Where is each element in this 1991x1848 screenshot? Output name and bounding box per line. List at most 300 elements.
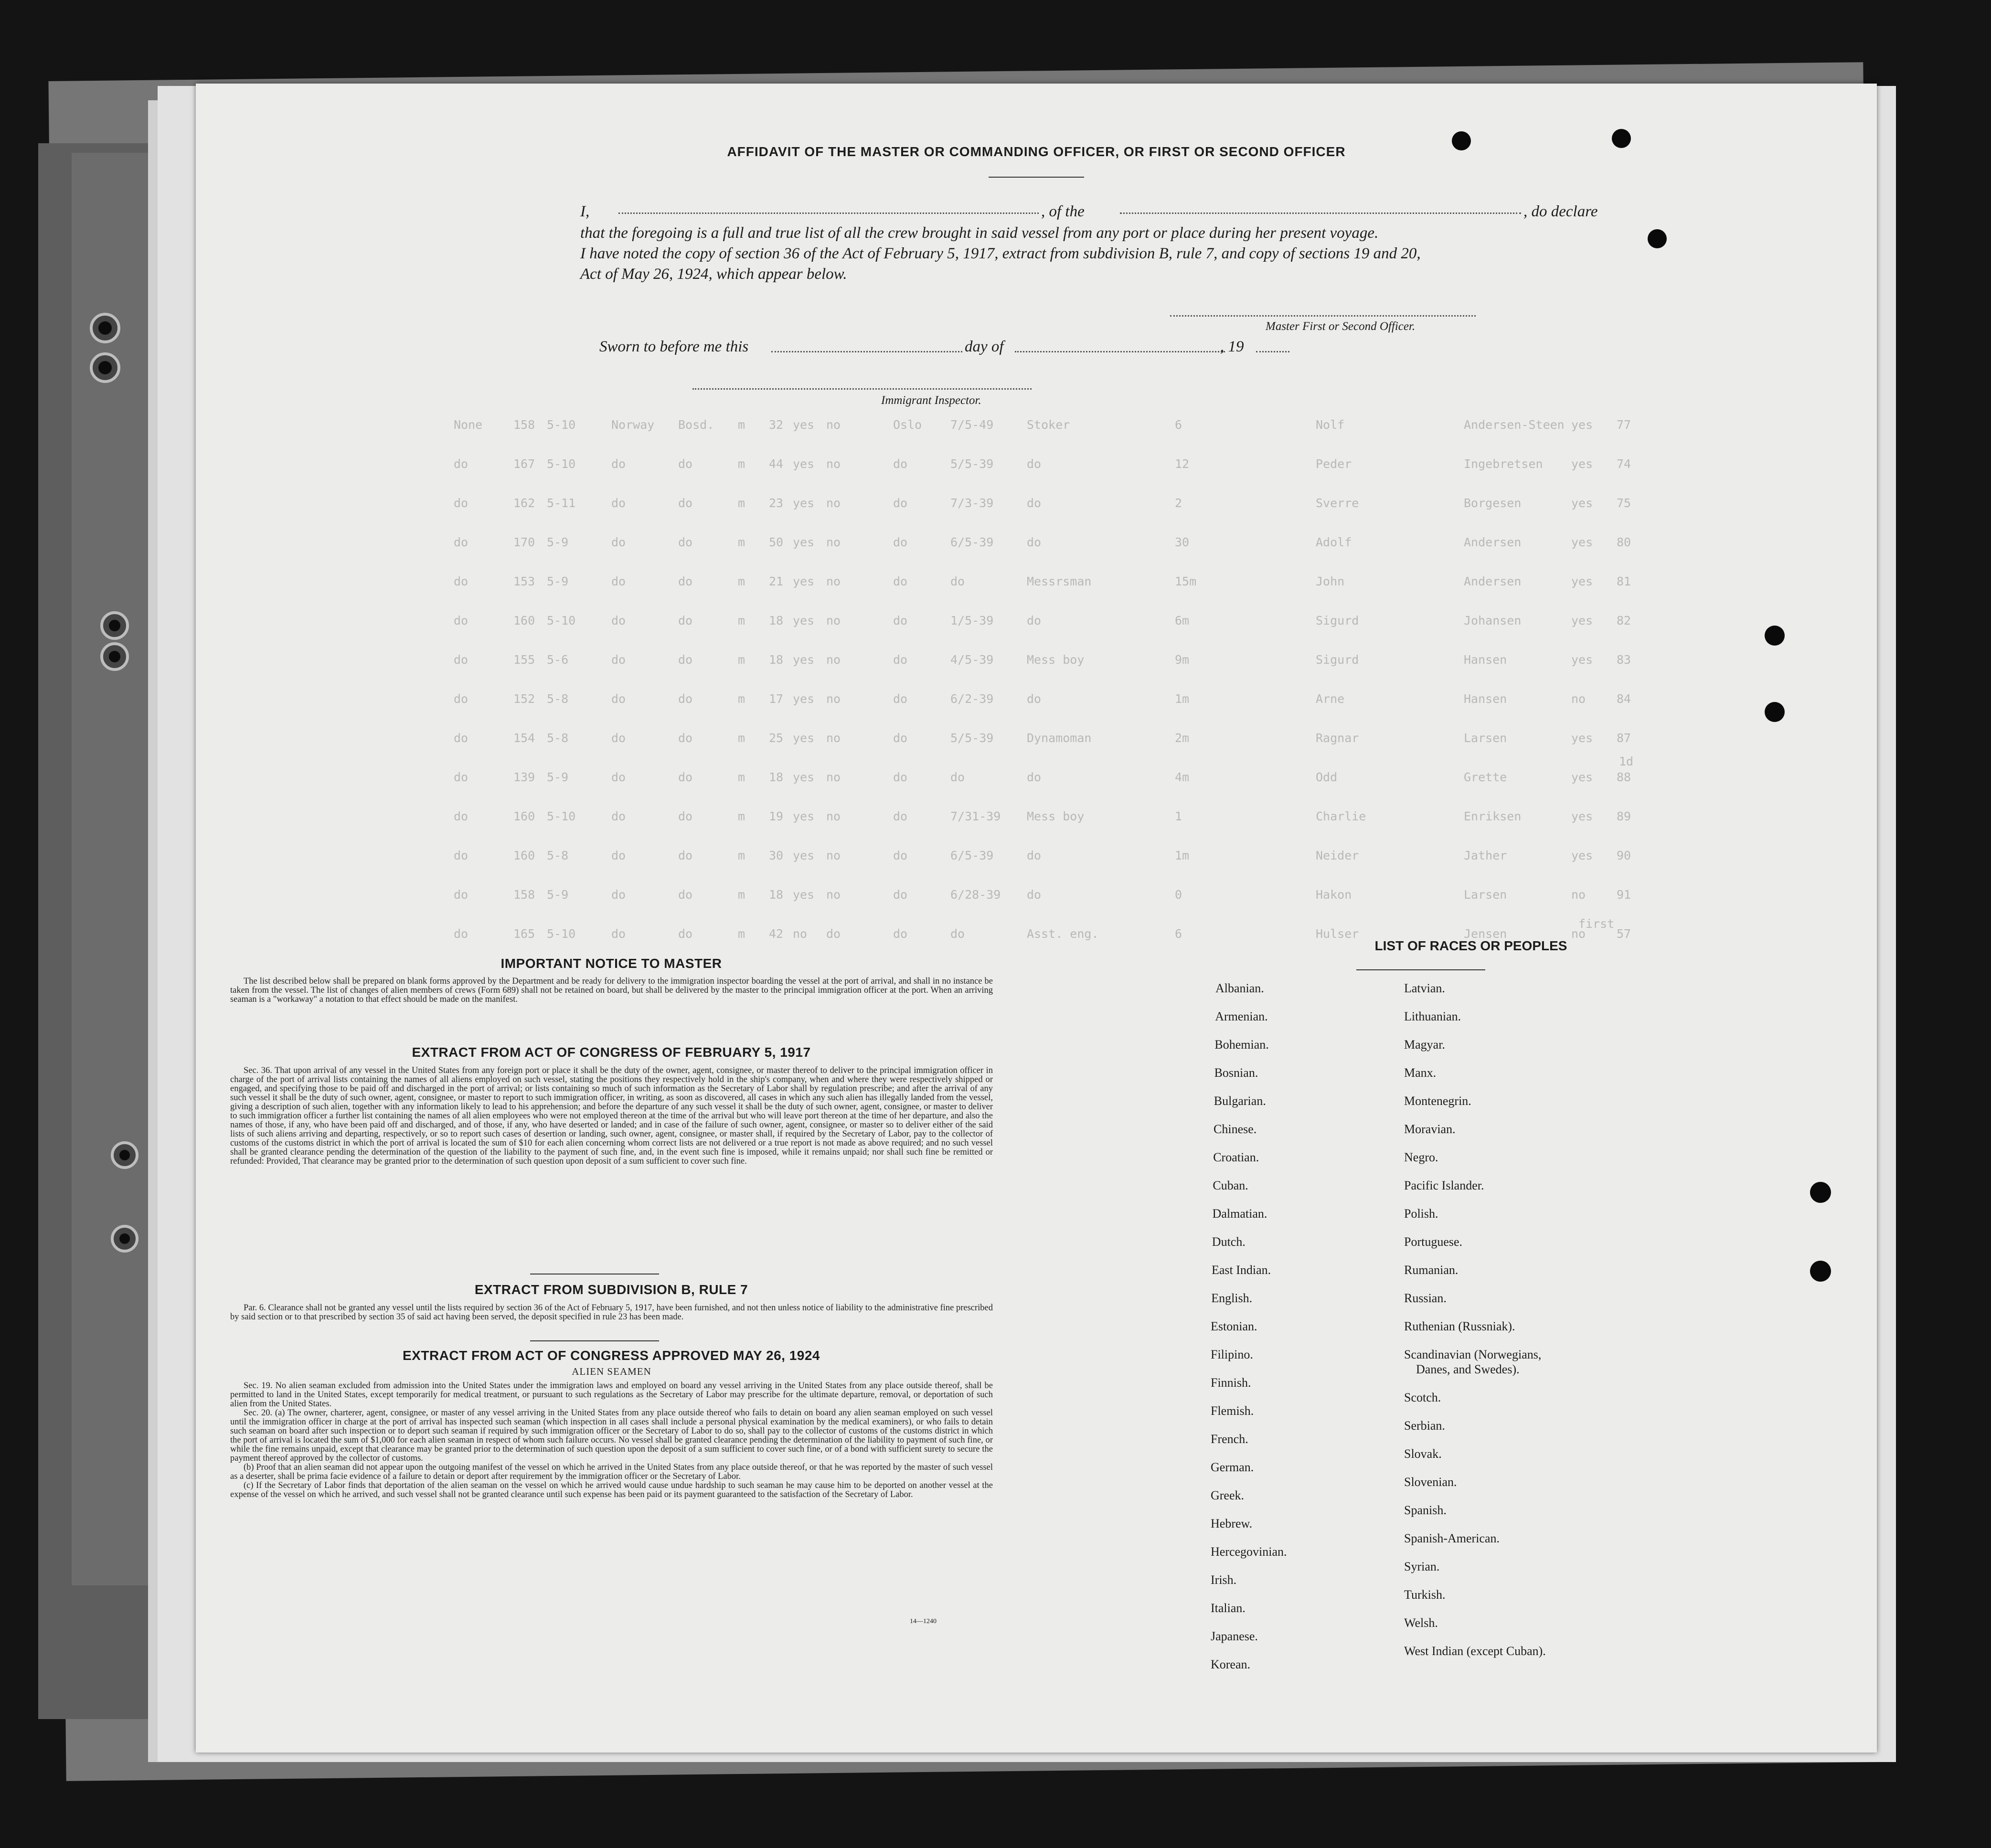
crew-cell-no: 84 bbox=[1617, 692, 1631, 706]
crew-cell-height: 5-8 bbox=[547, 731, 569, 745]
race-item: German. bbox=[1211, 1460, 1254, 1474]
crew-cell-port: do bbox=[893, 457, 908, 471]
crew-cell-weight: 167 bbox=[513, 457, 535, 471]
crew-cell-no: 75 bbox=[1617, 496, 1631, 510]
crew-cell-yes: yes bbox=[1571, 496, 1593, 510]
crew-cell-age: 30 bbox=[769, 849, 784, 862]
crew-cell-mark: do bbox=[678, 535, 693, 549]
crew-cell-yes: no bbox=[1571, 927, 1586, 941]
crew-cell-sex: m bbox=[738, 574, 745, 588]
binder-ring-icon bbox=[100, 611, 129, 640]
crew-cell-marks: do bbox=[454, 457, 468, 471]
race-item: Flemish. bbox=[1211, 1404, 1254, 1418]
crew-cell-yes: no bbox=[1571, 888, 1586, 902]
crew-cell-given: Neider bbox=[1316, 849, 1359, 862]
crew-cell-sex: m bbox=[738, 809, 745, 823]
crew-cell-position: do bbox=[1027, 614, 1042, 627]
crew-cell-height: 5-6 bbox=[547, 653, 569, 667]
crew-cell-position: Mess boy bbox=[1027, 809, 1085, 823]
race-item: Danes, and Swedes). bbox=[1416, 1362, 1520, 1376]
crew-cell-marks: do bbox=[454, 574, 468, 588]
race-item: Ruthenian (Russniak). bbox=[1404, 1319, 1515, 1333]
crew-cell-surname: Borgesen bbox=[1464, 496, 1522, 510]
race-item: Hercegovinian. bbox=[1211, 1545, 1287, 1559]
crew-cell-weight: 160 bbox=[513, 614, 535, 627]
crew-cell-date: 7/3-39 bbox=[950, 496, 994, 510]
vessel-field[interactable] bbox=[1120, 212, 1521, 214]
crew-cell-years: 2 bbox=[1175, 496, 1182, 510]
affidavit-line-4: Act of May 26, 1924, which appear below. bbox=[580, 266, 847, 283]
crew-cell-weight: 153 bbox=[513, 574, 535, 588]
crew-cell-b: yes bbox=[793, 888, 815, 902]
crew-cell-mark: do bbox=[678, 574, 693, 588]
notice-text bbox=[230, 977, 993, 1004]
crew-cell-no: 87 bbox=[1617, 731, 1631, 745]
crew-cell-age: 21 bbox=[769, 574, 784, 588]
crew-cell-weight: 155 bbox=[513, 653, 535, 667]
crew-cell-sex: m bbox=[738, 888, 745, 902]
race-item: Estonian. bbox=[1211, 1319, 1257, 1333]
crew-mark-text: 1d bbox=[1619, 754, 1634, 768]
crew-cell-date: 5/5-39 bbox=[950, 731, 994, 745]
crew-cell-given: Peder bbox=[1316, 457, 1352, 471]
crew-cell-marks: None bbox=[454, 418, 483, 432]
extract-rule7-title: EXTRACT FROM SUBDIVISION B, RULE 7 bbox=[474, 1282, 748, 1297]
crew-cell-years: 30 bbox=[1175, 535, 1190, 549]
crew-cell-surname: Grette bbox=[1464, 770, 1507, 784]
affidavit-do-declare: , do declare bbox=[1523, 203, 1598, 220]
crew-cell-marks: do bbox=[454, 535, 468, 549]
race-item: Magyar. bbox=[1404, 1038, 1445, 1051]
race-item: Bohemian. bbox=[1214, 1038, 1269, 1051]
crew-cell-nation: do bbox=[611, 614, 626, 627]
crew-cell-no: 91 bbox=[1617, 888, 1631, 902]
race-item: Slovenian. bbox=[1404, 1475, 1457, 1489]
divider bbox=[1356, 969, 1485, 970]
crew-cell-date: 7/31-39 bbox=[950, 809, 1001, 823]
crew-cell-position: Dynamoman bbox=[1027, 731, 1092, 745]
crew-cell-nation: do bbox=[611, 457, 626, 471]
crew-cell-port: Oslo bbox=[893, 418, 922, 432]
sworn-year-field[interactable] bbox=[1256, 351, 1289, 352]
crew-cell-port: do bbox=[893, 614, 908, 627]
binder-ring-icon bbox=[90, 352, 120, 383]
crew-cell-sex: m bbox=[738, 692, 745, 706]
race-item: Polish. bbox=[1404, 1207, 1438, 1221]
race-item: Bulgarian. bbox=[1214, 1094, 1266, 1108]
punch-hole-icon bbox=[1810, 1261, 1831, 1282]
sworn-month-field[interactable] bbox=[1015, 351, 1225, 352]
crew-cell-yes: yes bbox=[1571, 809, 1593, 823]
race-item: Dutch. bbox=[1212, 1235, 1246, 1249]
crew-cell-nation: do bbox=[611, 574, 626, 588]
crew-cell-position: Mess boy bbox=[1027, 653, 1085, 667]
crew-cell-surname: Andersen-Steen bbox=[1464, 418, 1565, 432]
crew-cell-marks: do bbox=[454, 770, 468, 784]
crew-cell-a: no bbox=[826, 770, 841, 784]
crew-cell-position: do bbox=[1027, 849, 1042, 862]
crew-cell-date: 1/5-39 bbox=[950, 614, 994, 627]
race-item: Scotch. bbox=[1404, 1391, 1441, 1404]
crew-cell-nation: do bbox=[611, 888, 626, 902]
crew-cell-years: 1m bbox=[1175, 849, 1190, 862]
crew-cell-age: 42 bbox=[769, 927, 784, 941]
crew-mark-text: first bbox=[1578, 917, 1615, 931]
sworn-day-field[interactable] bbox=[771, 351, 962, 352]
affidavit-of-the: , of the bbox=[1041, 203, 1085, 220]
master-signature-field[interactable] bbox=[1170, 315, 1476, 317]
race-item: Welsh. bbox=[1404, 1616, 1438, 1630]
crew-cell-height: 5-8 bbox=[547, 849, 569, 862]
crew-cell-b: yes bbox=[793, 809, 815, 823]
crew-cell-given: Sverre bbox=[1316, 496, 1359, 510]
crew-cell-height: 5-10 bbox=[547, 457, 576, 471]
crew-cell-date: 4/5-39 bbox=[950, 653, 994, 667]
crew-cell-b: yes bbox=[793, 770, 815, 784]
crew-cell-surname: Larsen bbox=[1464, 731, 1507, 745]
crew-cell-marks: do bbox=[454, 653, 468, 667]
crew-cell-given: Arne bbox=[1316, 692, 1345, 706]
notice-paragraph: The list described below shall be prepared on blank forms approved by the Department and be ready for delivery to the immigration inspector boarding the vessel at the port of arrival, and shall in no instance be taken from the vessel. The list of changes of alien members of crews (Form 689) shall not be retained on board, but shall be delivered by the master to the principal immigration officer at the port. When an arriving seaman is a "workaway" a notation to that effect should be made on the manifest. bbox=[230, 977, 993, 1004]
crew-cell-no: 89 bbox=[1617, 809, 1631, 823]
crew-cell-sex: m bbox=[738, 770, 745, 784]
crew-cell-height: 5-9 bbox=[547, 770, 569, 784]
race-item: Spanish. bbox=[1404, 1503, 1447, 1517]
crew-cell-no: 80 bbox=[1617, 535, 1631, 549]
race-item: Irish. bbox=[1211, 1573, 1237, 1587]
crew-cell-date: do bbox=[950, 927, 965, 941]
crew-cell-port: do bbox=[893, 809, 908, 823]
crew-cell-sex: m bbox=[738, 849, 745, 862]
extract-rule7-paragraph: Par. 6. Clearance shall not be granted any vessel until the lists required by section 36 of the Act of February 5, 1917, have been furnished, and not then unless notice of liability to the administrative fine prescribed by said section or to that prescribed by section 35 of said act having been served, the deposit specified in rule 23 has been made. bbox=[230, 1303, 993, 1322]
crew-cell-sex: m bbox=[738, 653, 745, 667]
crew-cell-b: yes bbox=[793, 731, 815, 745]
crew-cell-date: 6/28-39 bbox=[950, 888, 1001, 902]
crew-list-form-page bbox=[196, 84, 1877, 1752]
crew-cell-height: 5-11 bbox=[547, 496, 576, 510]
crew-cell-years: 4m bbox=[1175, 770, 1190, 784]
crew-cell-marks: do bbox=[454, 888, 468, 902]
crew-cell-mark: Bosd. bbox=[678, 418, 714, 432]
crew-cell-date: 5/5-39 bbox=[950, 457, 994, 471]
crew-cell-no: 77 bbox=[1617, 418, 1631, 432]
crew-cell-surname: Jather bbox=[1464, 849, 1507, 862]
crew-cell-a: no bbox=[826, 653, 841, 667]
crew-cell-position: Messrsman bbox=[1027, 574, 1092, 588]
crew-cell-a: do bbox=[826, 927, 841, 941]
crew-cell-nation: do bbox=[611, 809, 626, 823]
crew-cell-height: 5-8 bbox=[547, 692, 569, 706]
affidavit-title: AFFIDAVIT OF THE MASTER OR COMMANDING OFFICER, OR FIRST OR SECOND OFFICER bbox=[727, 144, 1346, 159]
crew-cell-b: no bbox=[793, 927, 808, 941]
crew-cell-years: 1m bbox=[1175, 692, 1190, 706]
crew-cell-age: 17 bbox=[769, 692, 784, 706]
crew-cell-given: Adolf bbox=[1316, 535, 1352, 549]
crew-cell-years: 12 bbox=[1175, 457, 1190, 471]
extract-1917-text bbox=[230, 1066, 993, 1166]
crew-cell-port: do bbox=[893, 574, 908, 588]
crew-cell-weight: 158 bbox=[513, 888, 535, 902]
crew-cell-sex: m bbox=[738, 418, 745, 432]
sworn-day-of: day of bbox=[965, 338, 1004, 355]
crew-cell-age: 18 bbox=[769, 653, 784, 667]
crew-cell-yes: yes bbox=[1571, 849, 1593, 862]
crew-cell-weight: 152 bbox=[513, 692, 535, 706]
crew-cell-marks: do bbox=[454, 731, 468, 745]
affidavit-line-2: that the foregoing is a full and true list of all the crew brought in said vessel from any port or place during her present voyage. bbox=[580, 224, 1379, 242]
punch-hole-icon bbox=[1810, 1182, 1831, 1203]
race-item: Japanese. bbox=[1211, 1629, 1258, 1643]
race-item: Korean. bbox=[1211, 1657, 1251, 1671]
crew-cell-position: Asst. eng. bbox=[1027, 927, 1099, 941]
crew-cell-no: 83 bbox=[1617, 653, 1631, 667]
crew-cell-mark: do bbox=[678, 809, 693, 823]
race-item: Italian. bbox=[1211, 1601, 1246, 1615]
extract-1924-text bbox=[230, 1381, 993, 1499]
crew-cell-height: 5-10 bbox=[547, 418, 576, 432]
crew-cell-port: do bbox=[893, 731, 908, 745]
crew-cell-nation: do bbox=[611, 731, 626, 745]
affidavit-line-3: I have noted the copy of section 36 of the Act of February 5, 1917, extract from subdivision B, rule 7, and copy of sections 19 and 20, bbox=[580, 245, 1421, 262]
section-20b-paragraph: (b) Proof that an alien seaman did not appear upon the outgoing manifest of the vessel on which he arrived in the United States from any place outside thereof, or that he was reported by the master of such vessel as a deserter, shall be prima facie evidence of a failure to detain or deport after requirement by the immigration officer or the Secretary of Labor. bbox=[230, 1463, 993, 1481]
race-item: Pacific Islander. bbox=[1404, 1179, 1484, 1192]
crew-cell-weight: 160 bbox=[513, 809, 535, 823]
binder-ring-icon bbox=[111, 1141, 138, 1169]
crew-cell-weight: 160 bbox=[513, 849, 535, 862]
crew-cell-years: 6 bbox=[1175, 927, 1182, 941]
race-item: Finnish. bbox=[1211, 1376, 1251, 1390]
crew-cell-no: 88 bbox=[1617, 770, 1631, 784]
crew-cell-no: 57 bbox=[1617, 927, 1631, 941]
crew-cell-mark: do bbox=[678, 770, 693, 784]
crew-cell-mark: do bbox=[678, 888, 693, 902]
crew-cell-given: Ragnar bbox=[1316, 731, 1359, 745]
crew-cell-a: no bbox=[826, 535, 841, 549]
crew-cell-b: yes bbox=[793, 614, 815, 627]
crew-list-bleedthrough bbox=[196, 418, 1877, 1029]
crew-cell-marks: do bbox=[454, 927, 468, 941]
crew-cell-given: Charlie bbox=[1316, 809, 1366, 823]
race-item: Lithuanian. bbox=[1404, 1009, 1461, 1023]
race-item: Hebrew. bbox=[1211, 1517, 1253, 1530]
crew-cell-a: no bbox=[826, 731, 841, 745]
crew-cell-position: do bbox=[1027, 457, 1042, 471]
crew-cell-weight: 158 bbox=[513, 418, 535, 432]
crew-cell-height: 5-9 bbox=[547, 574, 569, 588]
crew-cell-a: no bbox=[826, 457, 841, 471]
section-20c-paragraph: (c) If the Secretary of Labor finds that deportation of the alien seaman on the vessel on which he arrived would cause undue hardship to such seaman he may cause him to be deported on another vessel at the expense of the vessel on which he arrived, and such vessel shall not be granted clearance until such expense has been paid or its payment guaranteed to the satisfaction of the Secretary of Labor. bbox=[230, 1481, 993, 1499]
crew-cell-weight: 170 bbox=[513, 535, 535, 549]
crew-cell-surname: Johansen bbox=[1464, 614, 1522, 627]
crew-cell-yes: yes bbox=[1571, 614, 1593, 627]
race-item: Moravian. bbox=[1404, 1122, 1456, 1136]
crew-cell-mark: do bbox=[678, 731, 693, 745]
race-item: Filipino. bbox=[1211, 1348, 1253, 1361]
crew-cell-a: no bbox=[826, 888, 841, 902]
crew-cell-years: 9m bbox=[1175, 653, 1190, 667]
crew-cell-sex: m bbox=[738, 457, 745, 471]
crew-cell-nation: do bbox=[611, 496, 626, 510]
crew-cell-years: 0 bbox=[1175, 888, 1182, 902]
crew-cell-port: do bbox=[893, 849, 908, 862]
crew-cell-yes: yes bbox=[1571, 574, 1593, 588]
race-item: Rumanian. bbox=[1404, 1263, 1459, 1277]
crew-cell-given: Nolf bbox=[1316, 418, 1345, 432]
notice-title: IMPORTANT NOTICE TO MASTER bbox=[500, 956, 722, 971]
race-item: Greek. bbox=[1211, 1488, 1245, 1502]
crew-cell-years: 6 bbox=[1175, 418, 1182, 432]
section-20a-paragraph: Sec. 20. (a) The owner, charterer, agent, consignee, or master of any vessel arriving in the United States from any place outside thereof who fails to detain on board any alien seaman employed on such vessel until the immigration officer in charge at the port of arrival has inspected such seaman (which inspection in all cases shall include a personal physical examination by the medical examiners), or who fails to detain such seaman on board after such inspection or to deport such seaman if required by such immigration officer or the Secretary of Labor to do so, shall pay to the collector of customs of the customs district in which the port of arrival is located the sum of $1,000 for each alien seaman in respect of whom such failure occurs. No vessel shall be granted clearance pending the determination of the liability to payment of such fine, or while the fine remains unpaid, except that clearance may be granted prior to the determination of such question upon the deposit of a sum sufficient to cover such fine, or of a bond with sufficient surety to secure the payment thereof approved by the collector of customs. bbox=[230, 1408, 993, 1463]
crew-cell-given: Sigurd bbox=[1316, 653, 1359, 667]
form-number: 14—1240 bbox=[910, 1618, 937, 1625]
name-field[interactable] bbox=[618, 212, 1039, 214]
punch-hole-icon bbox=[1648, 229, 1667, 248]
crew-cell-years: 15m bbox=[1175, 574, 1197, 588]
race-item: Armenian. bbox=[1215, 1009, 1268, 1023]
crew-cell-surname: Enriksen bbox=[1464, 809, 1522, 823]
crew-cell-b: yes bbox=[793, 653, 815, 667]
crew-cell-surname: Andersen bbox=[1464, 574, 1522, 588]
crew-cell-weight: 165 bbox=[513, 927, 535, 941]
race-item: English. bbox=[1211, 1291, 1253, 1305]
crew-cell-years: 6m bbox=[1175, 614, 1190, 627]
extract-1917-title: EXTRACT FROM ACT OF CONGRESS OF FEBRUARY 5, 1917 bbox=[412, 1045, 811, 1060]
crew-cell-no: 82 bbox=[1617, 614, 1631, 627]
inspector-signature-field[interactable] bbox=[692, 388, 1032, 390]
race-item: Serbian. bbox=[1404, 1419, 1445, 1433]
crew-cell-given: Hulser bbox=[1316, 927, 1359, 941]
section-19-paragraph: Sec. 19. No alien seaman excluded from admission into the United States under the immigration laws and employed on board any vessel arriving in the United States from any place outside thereof, shall be permitted to land in the United States, except temporarily for medical treatment, or pursuant to such regulations as the Secretary of Labor may prescribe for the ultimate departure, removal, or deportation of such alien from the United States. bbox=[230, 1381, 993, 1409]
crew-cell-age: 44 bbox=[769, 457, 784, 471]
crew-cell-b: yes bbox=[793, 574, 815, 588]
crew-cell-port: do bbox=[893, 692, 908, 706]
crew-cell-nation: do bbox=[611, 849, 626, 862]
crew-cell-position: Stoker bbox=[1027, 418, 1070, 432]
crew-cell-a: no bbox=[826, 809, 841, 823]
crew-cell-b: yes bbox=[793, 457, 815, 471]
crew-cell-a: no bbox=[826, 614, 841, 627]
crew-cell-marks: do bbox=[454, 849, 468, 862]
crew-cell-a: no bbox=[826, 692, 841, 706]
crew-cell-port: do bbox=[893, 496, 908, 510]
crew-cell-yes: yes bbox=[1571, 653, 1593, 667]
crew-cell-mark: do bbox=[678, 653, 693, 667]
sworn-year: , 19 bbox=[1220, 338, 1244, 355]
crew-cell-position: do bbox=[1027, 888, 1042, 902]
crew-cell-height: 5-10 bbox=[547, 614, 576, 627]
crew-cell-marks: do bbox=[454, 809, 468, 823]
binder-ring-icon bbox=[90, 313, 120, 343]
crew-cell-mark: do bbox=[678, 614, 693, 627]
crew-cell-mark: do bbox=[678, 927, 693, 941]
crew-cell-age: 18 bbox=[769, 614, 784, 627]
crew-cell-marks: do bbox=[454, 496, 468, 510]
extract-1924-title: EXTRACT FROM ACT OF CONGRESS APPROVED MAY 26, 1924 bbox=[403, 1348, 820, 1363]
race-item: Dalmatian. bbox=[1212, 1207, 1267, 1221]
crew-cell-age: 19 bbox=[769, 809, 784, 823]
crew-cell-mark: do bbox=[678, 457, 693, 471]
crew-cell-a: no bbox=[826, 418, 841, 432]
crew-cell-yes: yes bbox=[1571, 418, 1593, 432]
divider bbox=[989, 177, 1084, 178]
crew-cell-nation: do bbox=[611, 927, 626, 941]
crew-cell-date: 6/5-39 bbox=[950, 849, 994, 862]
race-item: Russian. bbox=[1404, 1291, 1447, 1305]
divider bbox=[530, 1340, 659, 1341]
crew-cell-surname: Hansen bbox=[1464, 653, 1507, 667]
race-item: East Indian. bbox=[1212, 1263, 1271, 1277]
crew-cell-port: do bbox=[893, 927, 908, 941]
crew-cell-marks: do bbox=[454, 614, 468, 627]
crew-cell-years: 2m bbox=[1175, 731, 1190, 745]
crew-cell-yes: yes bbox=[1571, 535, 1593, 549]
crew-cell-position: do bbox=[1027, 692, 1042, 706]
crew-cell-b: yes bbox=[793, 496, 815, 510]
race-item: Turkish. bbox=[1404, 1588, 1446, 1602]
crew-cell-b: yes bbox=[793, 535, 815, 549]
crew-cell-port: do bbox=[893, 653, 908, 667]
extract-rule7-text bbox=[230, 1304, 993, 1322]
crew-cell-nation: do bbox=[611, 535, 626, 549]
crew-cell-given: John bbox=[1316, 574, 1345, 588]
race-item: Latvian. bbox=[1404, 981, 1445, 995]
crew-cell-yes: yes bbox=[1571, 457, 1593, 471]
crew-cell-age: 18 bbox=[769, 888, 784, 902]
crew-cell-years: 1 bbox=[1175, 809, 1182, 823]
race-item: Albanian. bbox=[1215, 981, 1264, 995]
crew-cell-port: do bbox=[893, 535, 908, 549]
crew-cell-mark: do bbox=[678, 849, 693, 862]
crew-cell-mark: do bbox=[678, 496, 693, 510]
crew-cell-mark: do bbox=[678, 692, 693, 706]
race-item: West Indian (except Cuban). bbox=[1404, 1644, 1546, 1658]
crew-cell-age: 25 bbox=[769, 731, 784, 745]
race-item: Manx. bbox=[1404, 1066, 1437, 1080]
affidavit-i: I, bbox=[580, 203, 590, 220]
crew-cell-surname: Andersen bbox=[1464, 535, 1522, 549]
crew-cell-height: 5-10 bbox=[547, 809, 576, 823]
crew-cell-date: 6/5-39 bbox=[950, 535, 994, 549]
race-item: Spanish-American. bbox=[1404, 1531, 1500, 1545]
crew-cell-no: 74 bbox=[1617, 457, 1631, 471]
crew-cell-height: 5-10 bbox=[547, 927, 576, 941]
crew-cell-weight: 162 bbox=[513, 496, 535, 510]
crew-cell-marks: do bbox=[454, 692, 468, 706]
crew-cell-sex: m bbox=[738, 927, 745, 941]
crew-cell-no: 81 bbox=[1617, 574, 1631, 588]
race-item: Negro. bbox=[1404, 1150, 1438, 1164]
crew-cell-given: Odd bbox=[1316, 770, 1338, 784]
crew-cell-date: 7/5-49 bbox=[950, 418, 994, 432]
master-label: Master First or Second Officer. bbox=[1266, 320, 1416, 333]
crew-cell-nation: do bbox=[611, 653, 626, 667]
crew-cell-age: 23 bbox=[769, 496, 784, 510]
crew-cell-b: yes bbox=[793, 418, 815, 432]
sworn-prefix: Sworn to before me this bbox=[599, 338, 749, 355]
crew-cell-age: 18 bbox=[769, 770, 784, 784]
crew-cell-surname: Hansen bbox=[1464, 692, 1507, 706]
crew-cell-a: no bbox=[826, 496, 841, 510]
crew-cell-surname: Ingebretsen bbox=[1464, 457, 1543, 471]
race-item: Croatian. bbox=[1213, 1150, 1259, 1164]
crew-cell-surname: Larsen bbox=[1464, 888, 1507, 902]
race-item: Montenegrin. bbox=[1404, 1094, 1471, 1108]
binder-ring-icon bbox=[111, 1225, 138, 1253]
crew-cell-height: 5-9 bbox=[547, 535, 569, 549]
race-item: Bosnian. bbox=[1214, 1066, 1258, 1080]
crew-cell-position: do bbox=[1027, 770, 1042, 784]
extract-1917-paragraph: Sec. 36. That upon arrival of any vessel in the United States from any foreign port or place it shall be the duty of the owner, agent, consignee, or master thereof to deliver to the principal immigration officer in charge of the port of arrival lists containing the names of all aliens employed on such vessel, stating the positions they respectively hold in the ship's company, when and where they were respectively shipped or engaged, and specifying those to be paid off and discharged in the port of arrival; or lists containing so much of such information as the Secretary of Labor shall by regulation prescribe; and after the arrival of any such vessel it shall be the duty of such owner, agent, consignee, or master to report to such immigration officer, in writing, as soon as discovered, all cases in which any such alien has illegally landed from the vessel, giving a description of such alien, together with any information likely to lead to his apprehension; and before the departure of any such vessel it shall be the duty of such owner, agent, consignee, or master to deliver to such immigration officer a further list containing the names of all alien employees who were not employed thereon at the time of the arrival but who will leave port thereon at the time of her departure, and also the names of those, if any, who have been paid off and discharged, and of those, if any, who have deserted or landed; and in case of the failure of such owner, agent, consignee, or master so to deliver either of the said lists of such aliens arriving and departing, respectively, or so to report such cases of desertion or landing, such owner, agent, consignee, or master shall, if required by the Secretary of Labor, pay to the collector of customs of the customs district in which the port of arrival is located the sum of $10 for each alien concerning whom correct lists are not delivered or a true report is not made as above required; and no such vessel shall be granted clearance pending the determination of the question of the liability to the payment of such fine, and, in the event such fine is imposed, while it remains unpaid; nor shall such fine be remitted or refunded: Provided, That clearance may be granted prior to the determination of such question upon deposit of a sum sufficient to cover such fine. bbox=[230, 1066, 993, 1166]
